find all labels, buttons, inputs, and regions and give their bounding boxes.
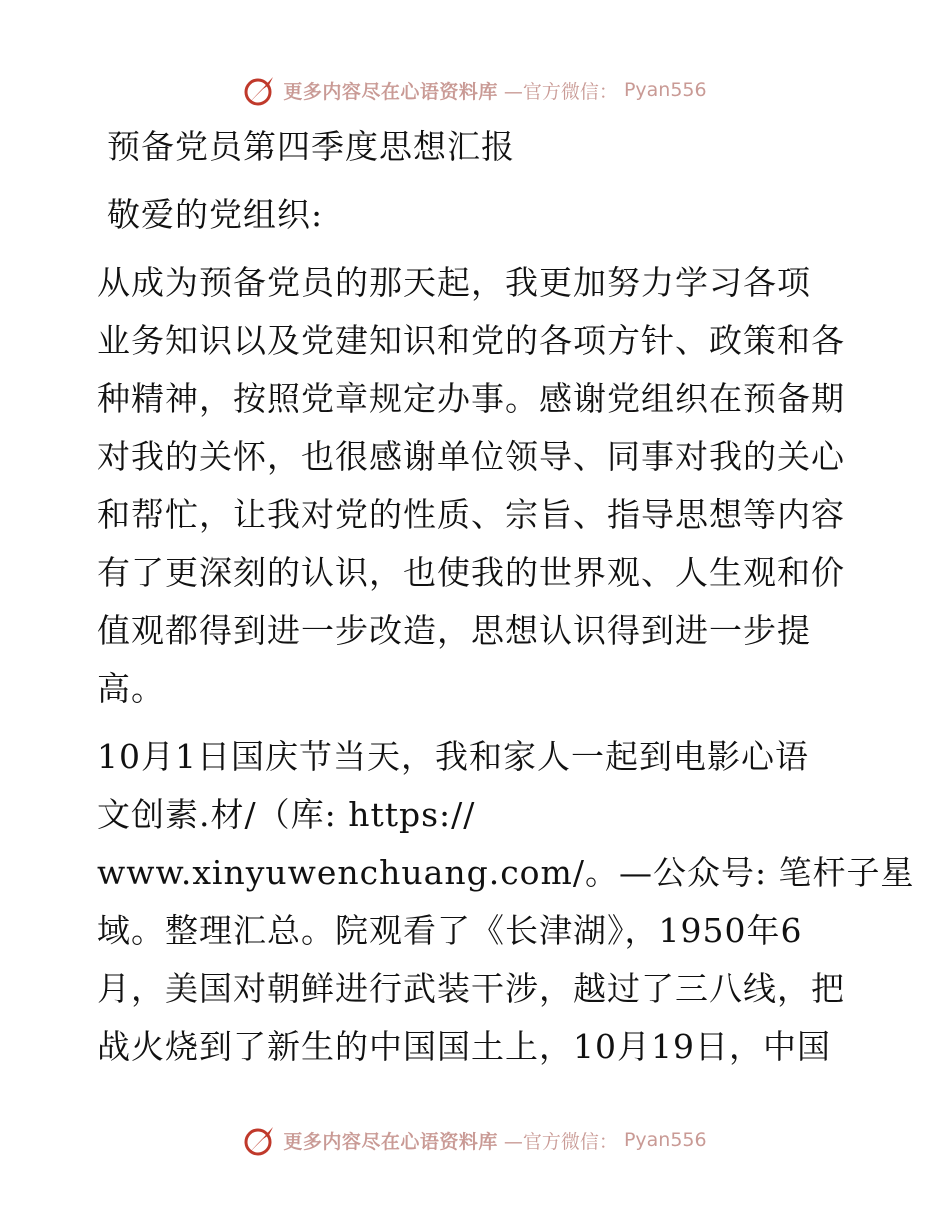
paragraph-line: 业务知识以及党建知识和党的各项方针、政策和各 <box>97 321 845 360</box>
paragraph-line: 高。 <box>97 669 165 708</box>
footer-banner <box>0 1118 950 1162</box>
header-banner <box>0 68 950 112</box>
banner-wechat-id: Pyan556 <box>623 79 707 101</box>
paragraph-line: 月，美国对朝鲜进行武装干涉，越过了三八线，把 <box>97 969 845 1008</box>
paragraph-line: 从成为预备党员的那天起，我更加努力学习各项 <box>97 263 811 302</box>
banner-library-text: 更多内容尽在心语资料库 <box>283 1130 498 1153</box>
paragraph-line: 和帮忙，让我对党的性质、宗旨、指导思想等内容 <box>97 495 845 534</box>
paragraph-line: 有了更深刻的认识，也使我的世界观、人生观和价 <box>97 553 845 592</box>
paragraph-2 <box>97 728 915 1076</box>
quill-circle-logo-icon <box>243 1123 277 1157</box>
banner-library-text: 更多内容尽在心语资料库 <box>283 80 498 103</box>
banner-wechat-id: Pyan556 <box>623 1129 707 1151</box>
paragraph-1 <box>97 254 857 718</box>
paragraph-line: 战火烧到了新生的中国国土上，10月19日，中国 <box>97 1027 831 1066</box>
quill-circle-logo-icon <box>243 73 277 107</box>
document-title: 预备党员第四季度思想汇报 <box>107 127 515 166</box>
banner-wechat-label: —官方微信： <box>503 1130 618 1153</box>
salutation: 敬爱的党组织: <box>107 195 324 234</box>
paragraph-line: 种精神，按照党章规定办事。感谢党组织在预备期 <box>97 379 845 418</box>
paragraph-line: 文创素.材/（库: https:// <box>97 795 476 834</box>
paragraph-line: www.xinyuwenchuang.com/。—公众号: 笔杆子星 <box>97 853 915 892</box>
paragraph-line: 域。整理汇总。院观看了《长津湖》，1950年6 <box>97 911 803 950</box>
paragraph-line: 10月1日国庆节当天，我和家人一起到电影心语 <box>97 737 809 776</box>
document-body <box>97 118 915 1076</box>
paragraph-line: 对我的关怀，也很感谢单位领导、同事对我的关心 <box>97 437 845 476</box>
paragraph-line: 值观都得到进一步改造，思想认识得到进一步提 <box>97 611 811 650</box>
banner-wechat-label: —官方微信： <box>503 80 618 103</box>
